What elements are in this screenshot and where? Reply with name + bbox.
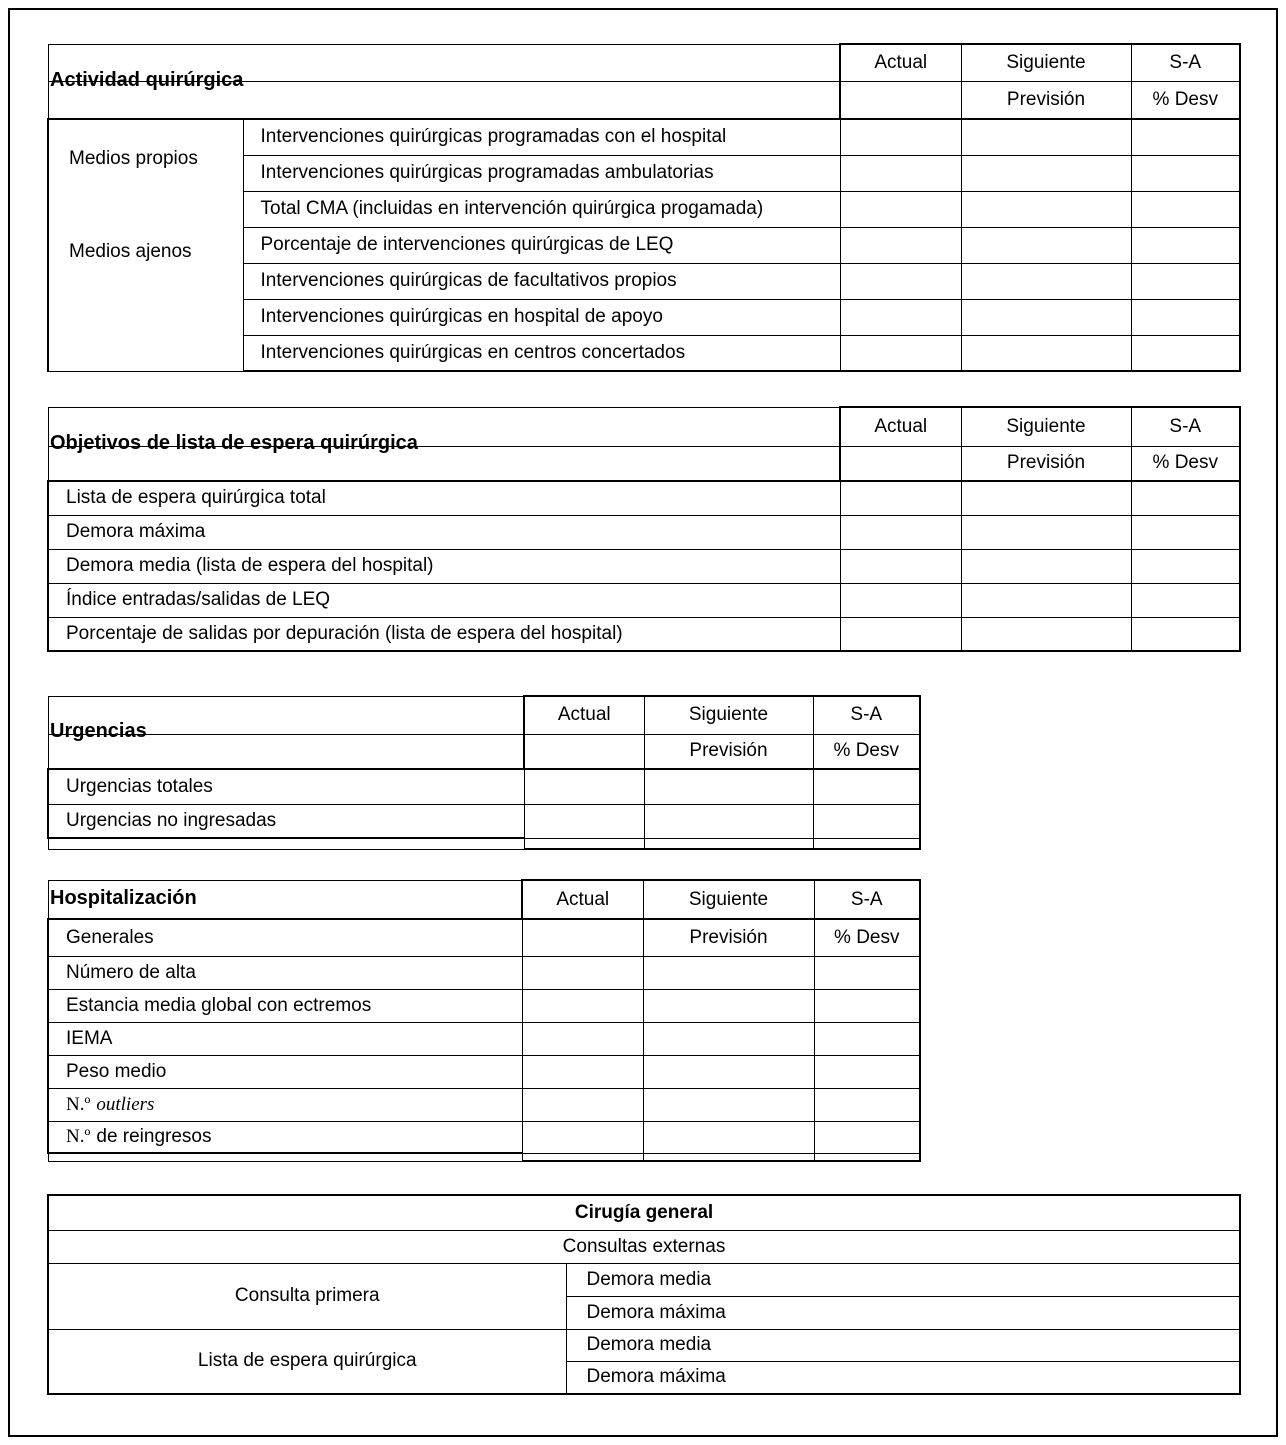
value-cell	[643, 1055, 814, 1088]
col-header-actual: Actual	[522, 880, 643, 919]
value-cell	[643, 1088, 814, 1121]
value-cell	[1131, 191, 1240, 227]
value-cell	[813, 804, 920, 838]
spacer-cell	[48, 44, 840, 81]
row-label: IEMA	[48, 1022, 522, 1055]
value-cell	[522, 956, 643, 989]
table-row	[48, 1022, 920, 1055]
table-row	[48, 1153, 920, 1161]
cirugia-title: Cirugía general	[48, 1195, 1240, 1230]
table-row	[48, 769, 920, 804]
table-row	[48, 1055, 920, 1088]
medios-group-cell	[48, 119, 243, 371]
value-cell	[814, 1088, 920, 1121]
value-cell	[840, 481, 961, 515]
actividad-title: Actividad quirúrgica	[50, 69, 244, 91]
table-row	[48, 919, 920, 956]
value-cell	[814, 1121, 920, 1153]
col-header-prevision: Previsión	[644, 734, 813, 769]
row-label: Lista de espera quirúrgica total	[48, 481, 840, 515]
value-cell	[840, 155, 961, 191]
value-cell	[840, 515, 961, 549]
urgencias-title: Urgencias	[50, 720, 147, 742]
table-row	[48, 804, 920, 838]
col-header-sa: S-A	[1131, 44, 1240, 81]
value-cell	[1131, 263, 1240, 299]
col-header-siguiente: Siguiente	[644, 696, 813, 734]
row-label-reingresos	[48, 1121, 522, 1153]
value-cell	[814, 989, 920, 1022]
header-row	[48, 696, 920, 734]
value-cell	[1131, 119, 1240, 155]
row-label: Intervenciones quirúrgicas de facultativos propios	[243, 263, 840, 299]
value-cell	[961, 263, 1131, 299]
objetivos-title: Objetivos de lista de espera quirúrgica	[50, 432, 418, 454]
group-label-lista-espera: Lista de espera quirúrgica	[48, 1329, 566, 1394]
row-label: Peso medio	[48, 1055, 522, 1088]
table-row	[48, 1088, 920, 1121]
col-header-desv: % Desv	[813, 734, 920, 769]
row-label: Porcentaje de intervenciones quirúrgicas de LEQ	[243, 227, 840, 263]
group-label-medios-propios: Medios propios	[69, 148, 198, 169]
actividad-table	[47, 43, 1241, 372]
value-cell	[814, 956, 920, 989]
value-cell	[961, 549, 1131, 583]
spacer-cell	[48, 696, 524, 734]
value-cell	[840, 446, 961, 481]
spacer-cell	[48, 81, 840, 119]
header-row	[48, 446, 1240, 481]
header-row	[48, 880, 920, 919]
spacer-cell	[48, 1153, 522, 1161]
row-label: Índice entradas/salidas de LEQ	[48, 583, 840, 617]
row-label: Demora media	[566, 1263, 1240, 1296]
col-header-actual: Actual	[524, 696, 644, 734]
header-row	[48, 81, 1240, 119]
value-cell	[961, 481, 1131, 515]
value-cell	[814, 1153, 920, 1161]
value-cell	[1131, 549, 1240, 583]
table-row	[48, 989, 920, 1022]
col-header-prevision: Previsión	[961, 446, 1131, 481]
col-header-sa: S-A	[814, 880, 920, 919]
reingresos-prefix: N.º	[66, 1125, 91, 1147]
table-row	[48, 1263, 1240, 1296]
objetivos-table	[47, 406, 1241, 652]
value-cell	[961, 119, 1131, 155]
value-cell	[522, 1055, 643, 1088]
value-cell	[524, 804, 644, 838]
row-label-outliers	[48, 1088, 522, 1121]
value-cell	[524, 769, 644, 804]
value-cell	[840, 549, 961, 583]
row-label: Demora media	[566, 1329, 1240, 1361]
col-header-actual: Actual	[840, 44, 961, 81]
spacer-cell	[48, 446, 840, 481]
hospitalizacion-title: Hospitalización	[50, 887, 197, 909]
col-header-sa: S-A	[1131, 407, 1240, 446]
outliers-word: outliers	[96, 1093, 155, 1115]
row-label: Demora máxima	[566, 1296, 1240, 1329]
row-label: Demora máxima	[48, 515, 840, 549]
value-cell	[522, 989, 643, 1022]
table-row	[48, 549, 1240, 583]
value-cell	[840, 227, 961, 263]
cirugia-table	[47, 1194, 1241, 1395]
value-cell	[1131, 481, 1240, 515]
row-label: Urgencias totales	[48, 769, 524, 804]
value-cell	[643, 956, 814, 989]
value-cell	[644, 769, 813, 804]
spacer-cell	[48, 838, 524, 849]
value-cell	[961, 617, 1131, 651]
col-header-siguiente: Siguiente	[643, 880, 814, 919]
row-label: Porcentaje de salidas por depuración (lista de espera del hospital)	[48, 617, 840, 651]
row-label-generales: Generales	[48, 919, 522, 956]
urgencias-table	[47, 695, 921, 850]
spacer-cell	[48, 407, 840, 446]
spacer-cell	[48, 734, 524, 769]
col-header-actual: Actual	[840, 407, 961, 446]
value-cell	[814, 1022, 920, 1055]
spacer-cell	[48, 880, 522, 919]
cirugia-subtitle: Consultas externas	[48, 1230, 1240, 1263]
group-label-consulta-primera: Consulta primera	[48, 1263, 566, 1329]
row-label: Demora máxima	[566, 1361, 1240, 1394]
value-cell	[840, 299, 961, 335]
row-label: Intervenciones quirúrgicas programadas con el hospital	[243, 119, 840, 155]
row-label: Urgencias no ingresadas	[48, 804, 524, 838]
value-cell	[961, 583, 1131, 617]
value-cell	[961, 515, 1131, 549]
value-cell	[840, 263, 961, 299]
value-cell	[524, 734, 644, 769]
row-label: Intervenciones quirúrgicas programadas ambulatorias	[243, 155, 840, 191]
group-label-medios-ajenos: Medios ajenos	[69, 241, 192, 262]
value-cell	[643, 1153, 814, 1161]
col-header-sa: S-A	[813, 696, 920, 734]
value-cell	[644, 804, 813, 838]
table-row	[48, 1329, 1240, 1361]
value-cell	[522, 1121, 643, 1153]
value-cell	[814, 1055, 920, 1088]
table-row	[48, 515, 1240, 549]
reingresos-text: de reingresos	[96, 1125, 212, 1147]
col-header-desv: % Desv	[1131, 81, 1240, 119]
value-cell	[840, 191, 961, 227]
value-cell	[1131, 155, 1240, 191]
value-cell	[840, 617, 961, 651]
header-row	[48, 407, 1240, 446]
row-label: Estancia media global con ectremos	[48, 989, 522, 1022]
row-label: Intervenciones quirúrgicas en hospital de apoyo	[243, 299, 840, 335]
header-row	[48, 734, 920, 769]
col-header-siguiente: Siguiente	[961, 407, 1131, 446]
value-cell	[1131, 617, 1240, 651]
value-cell	[522, 1022, 643, 1055]
value-cell	[522, 919, 643, 956]
value-cell	[1131, 335, 1240, 371]
hospitalizacion-table	[47, 879, 921, 1162]
value-cell	[1131, 299, 1240, 335]
value-cell	[961, 299, 1131, 335]
value-cell	[961, 155, 1131, 191]
row-label: Total CMA (incluidas en intervención quirúrgica progamada)	[243, 191, 840, 227]
col-header-desv: % Desv	[814, 919, 920, 956]
row-label: Intervenciones quirúrgicas en centros concertados	[243, 335, 840, 371]
row-label: Demora media (lista de espera del hospital)	[48, 549, 840, 583]
value-cell	[840, 335, 961, 371]
value-cell	[840, 81, 961, 119]
page-frame	[8, 8, 1278, 1437]
value-cell	[522, 1153, 643, 1161]
value-cell	[961, 191, 1131, 227]
header-row	[48, 44, 1240, 81]
value-cell	[643, 989, 814, 1022]
value-cell	[840, 583, 961, 617]
value-cell	[643, 1022, 814, 1055]
col-header-desv: % Desv	[1131, 446, 1240, 481]
table-row	[48, 481, 1240, 515]
value-cell	[522, 1088, 643, 1121]
table-row	[48, 119, 1240, 155]
table-row	[48, 956, 920, 989]
value-cell	[524, 838, 644, 849]
header-row	[48, 1195, 1240, 1230]
value-cell	[840, 119, 961, 155]
col-header-prevision: Previsión	[643, 919, 814, 956]
value-cell	[643, 1121, 814, 1153]
outliers-prefix: N.º	[66, 1093, 91, 1115]
value-cell	[961, 227, 1131, 263]
value-cell	[1131, 583, 1240, 617]
table-row	[48, 583, 1240, 617]
value-cell	[961, 335, 1131, 371]
value-cell	[644, 838, 813, 849]
table-row	[48, 838, 920, 849]
value-cell	[813, 769, 920, 804]
value-cell	[813, 838, 920, 849]
header-row	[48, 1230, 1240, 1263]
row-label: Número de alta	[48, 956, 522, 989]
table-row	[48, 617, 1240, 651]
value-cell	[1131, 515, 1240, 549]
col-header-siguiente: Siguiente	[961, 44, 1131, 81]
value-cell	[1131, 227, 1240, 263]
col-header-prevision: Previsión	[961, 81, 1131, 119]
table-row	[48, 1121, 920, 1153]
